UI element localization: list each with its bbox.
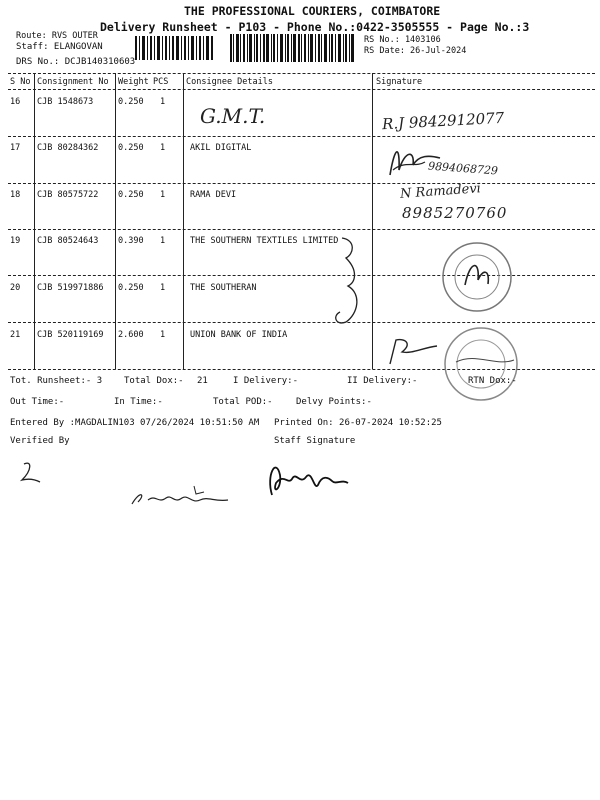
row-pcs: 1 (160, 330, 166, 340)
verified-mark (18, 458, 48, 488)
verified-by-label: Verified By (10, 436, 70, 446)
delvy-points-label: Delvy Points:- (296, 397, 372, 407)
row-pcs: 1 (160, 97, 166, 107)
col-header-pcs: PCS (153, 77, 169, 87)
table-top-rule (8, 73, 595, 74)
signature-scribble-row17 (385, 140, 445, 180)
row-consignee: RAMA DEVI (190, 190, 237, 200)
runsheet-subtitle: Delivery Runsheet - P103 - Phone No.:0422-3505555 - Page No.:3 (100, 20, 530, 34)
row-consignment: CJB 1548673 (37, 97, 94, 107)
col-header-consignment: Consignment No (37, 77, 109, 87)
col-header-consignee: Consignee Details (186, 77, 273, 87)
col-divider (115, 73, 116, 369)
company-seal-stamp (440, 240, 515, 315)
row-consignment: CJB 520119169 (37, 330, 104, 340)
row-consignee: UNION BANK OF INDIA (190, 330, 288, 340)
row-consignment: CJB 80524643 (37, 236, 99, 246)
row-weight: 0.250 (118, 143, 144, 153)
row-sno: 17 (10, 143, 21, 153)
col-header-sno: S No (10, 77, 31, 87)
row-consignee: AKIL DIGITAL (190, 143, 252, 153)
row-sno: 20 (10, 283, 21, 293)
table-header-rule (8, 89, 595, 90)
in-time-label: In Time:- (114, 397, 163, 407)
row-weight: 0.390 (118, 236, 144, 246)
out-time-label: Out Time:- (10, 397, 65, 407)
i-delivery-label: I Delivery:- (233, 376, 299, 386)
row-sno: 21 (10, 330, 21, 340)
row-weight: 0.250 (118, 190, 144, 200)
row-consignment: CJB 80284362 (37, 143, 99, 153)
handwritten-consignee-gmt: G.M.T. (200, 104, 266, 128)
drs-number: DRS No.: DCJB140310603 (16, 57, 136, 67)
signature-scribble-row21 (382, 334, 442, 374)
ii-delivery-label: II Delivery:- (347, 376, 418, 386)
printed-on: Printed On: 26-07-2024 10:52:25 (274, 418, 442, 428)
company-title: THE PROFESSIONAL COURIERS, COIMBATORE (184, 4, 441, 18)
row-pcs: 1 (160, 143, 166, 153)
row-consignment: CJB 519971886 (37, 283, 104, 293)
row-weight: 0.250 (118, 97, 144, 107)
row-pcs: 1 (160, 236, 166, 246)
row-sno: 16 (10, 97, 21, 107)
row-sno: 19 (10, 236, 21, 246)
total-dox-value: 21 (197, 376, 208, 386)
handwritten-phone-row17: 9894068729 (427, 159, 499, 178)
row-divider (8, 136, 595, 137)
col-divider (372, 73, 373, 369)
col-divider (34, 73, 35, 369)
row-pcs: 1 (160, 190, 166, 200)
handwritten-signature-rj-phone: R.J 9842912077 (381, 108, 505, 134)
row-consignee: THE SOUTHERN TEXTILES LIMITED (190, 236, 339, 246)
total-pod-label: Total POD:- (213, 397, 273, 407)
row-pcs: 1 (160, 283, 166, 293)
signature-scribble-row20 (328, 236, 368, 331)
handwritten-name-row18: N Ramadevi (399, 181, 482, 202)
row-consignee: THE SOUTHERAN (190, 283, 257, 293)
col-header-signature: Signature (376, 77, 423, 87)
barcode-left (135, 36, 215, 64)
rs-date: RS Date: 26-Jul-2024 (364, 46, 467, 56)
total-dox-label: Total Dox:- (124, 376, 184, 386)
entered-by: Entered By :MAGDALIN103 07/26/2024 10:51:50 AM (10, 418, 260, 428)
verifier-signature (128, 480, 238, 510)
total-runsheet: Tot. Runsheet:- 3 (10, 376, 103, 386)
col-header-weight: Weight (118, 77, 149, 87)
col-divider (183, 73, 184, 369)
staff-signature-label: Staff Signature (274, 436, 356, 446)
staff-signature-mark (262, 455, 352, 505)
barcode-main (230, 34, 355, 64)
rtn-dox-label: RTN Dox:- (468, 376, 517, 386)
row-sno: 18 (10, 190, 21, 200)
staff-label: Staff: ELANGOVAN (16, 42, 103, 52)
row-weight: 0.250 (118, 283, 144, 293)
rs-number: RS No.: 1403106 (364, 35, 441, 45)
row-divider (8, 183, 595, 184)
route-label: Route: RVS OUTER (16, 31, 98, 41)
row-consignment: CJB 80575722 (37, 190, 99, 200)
handwritten-phone-row18: 8985270760 (402, 204, 508, 222)
row-weight: 2.600 (118, 330, 144, 340)
bank-seal-stamp (436, 322, 526, 402)
row-divider (8, 229, 595, 230)
